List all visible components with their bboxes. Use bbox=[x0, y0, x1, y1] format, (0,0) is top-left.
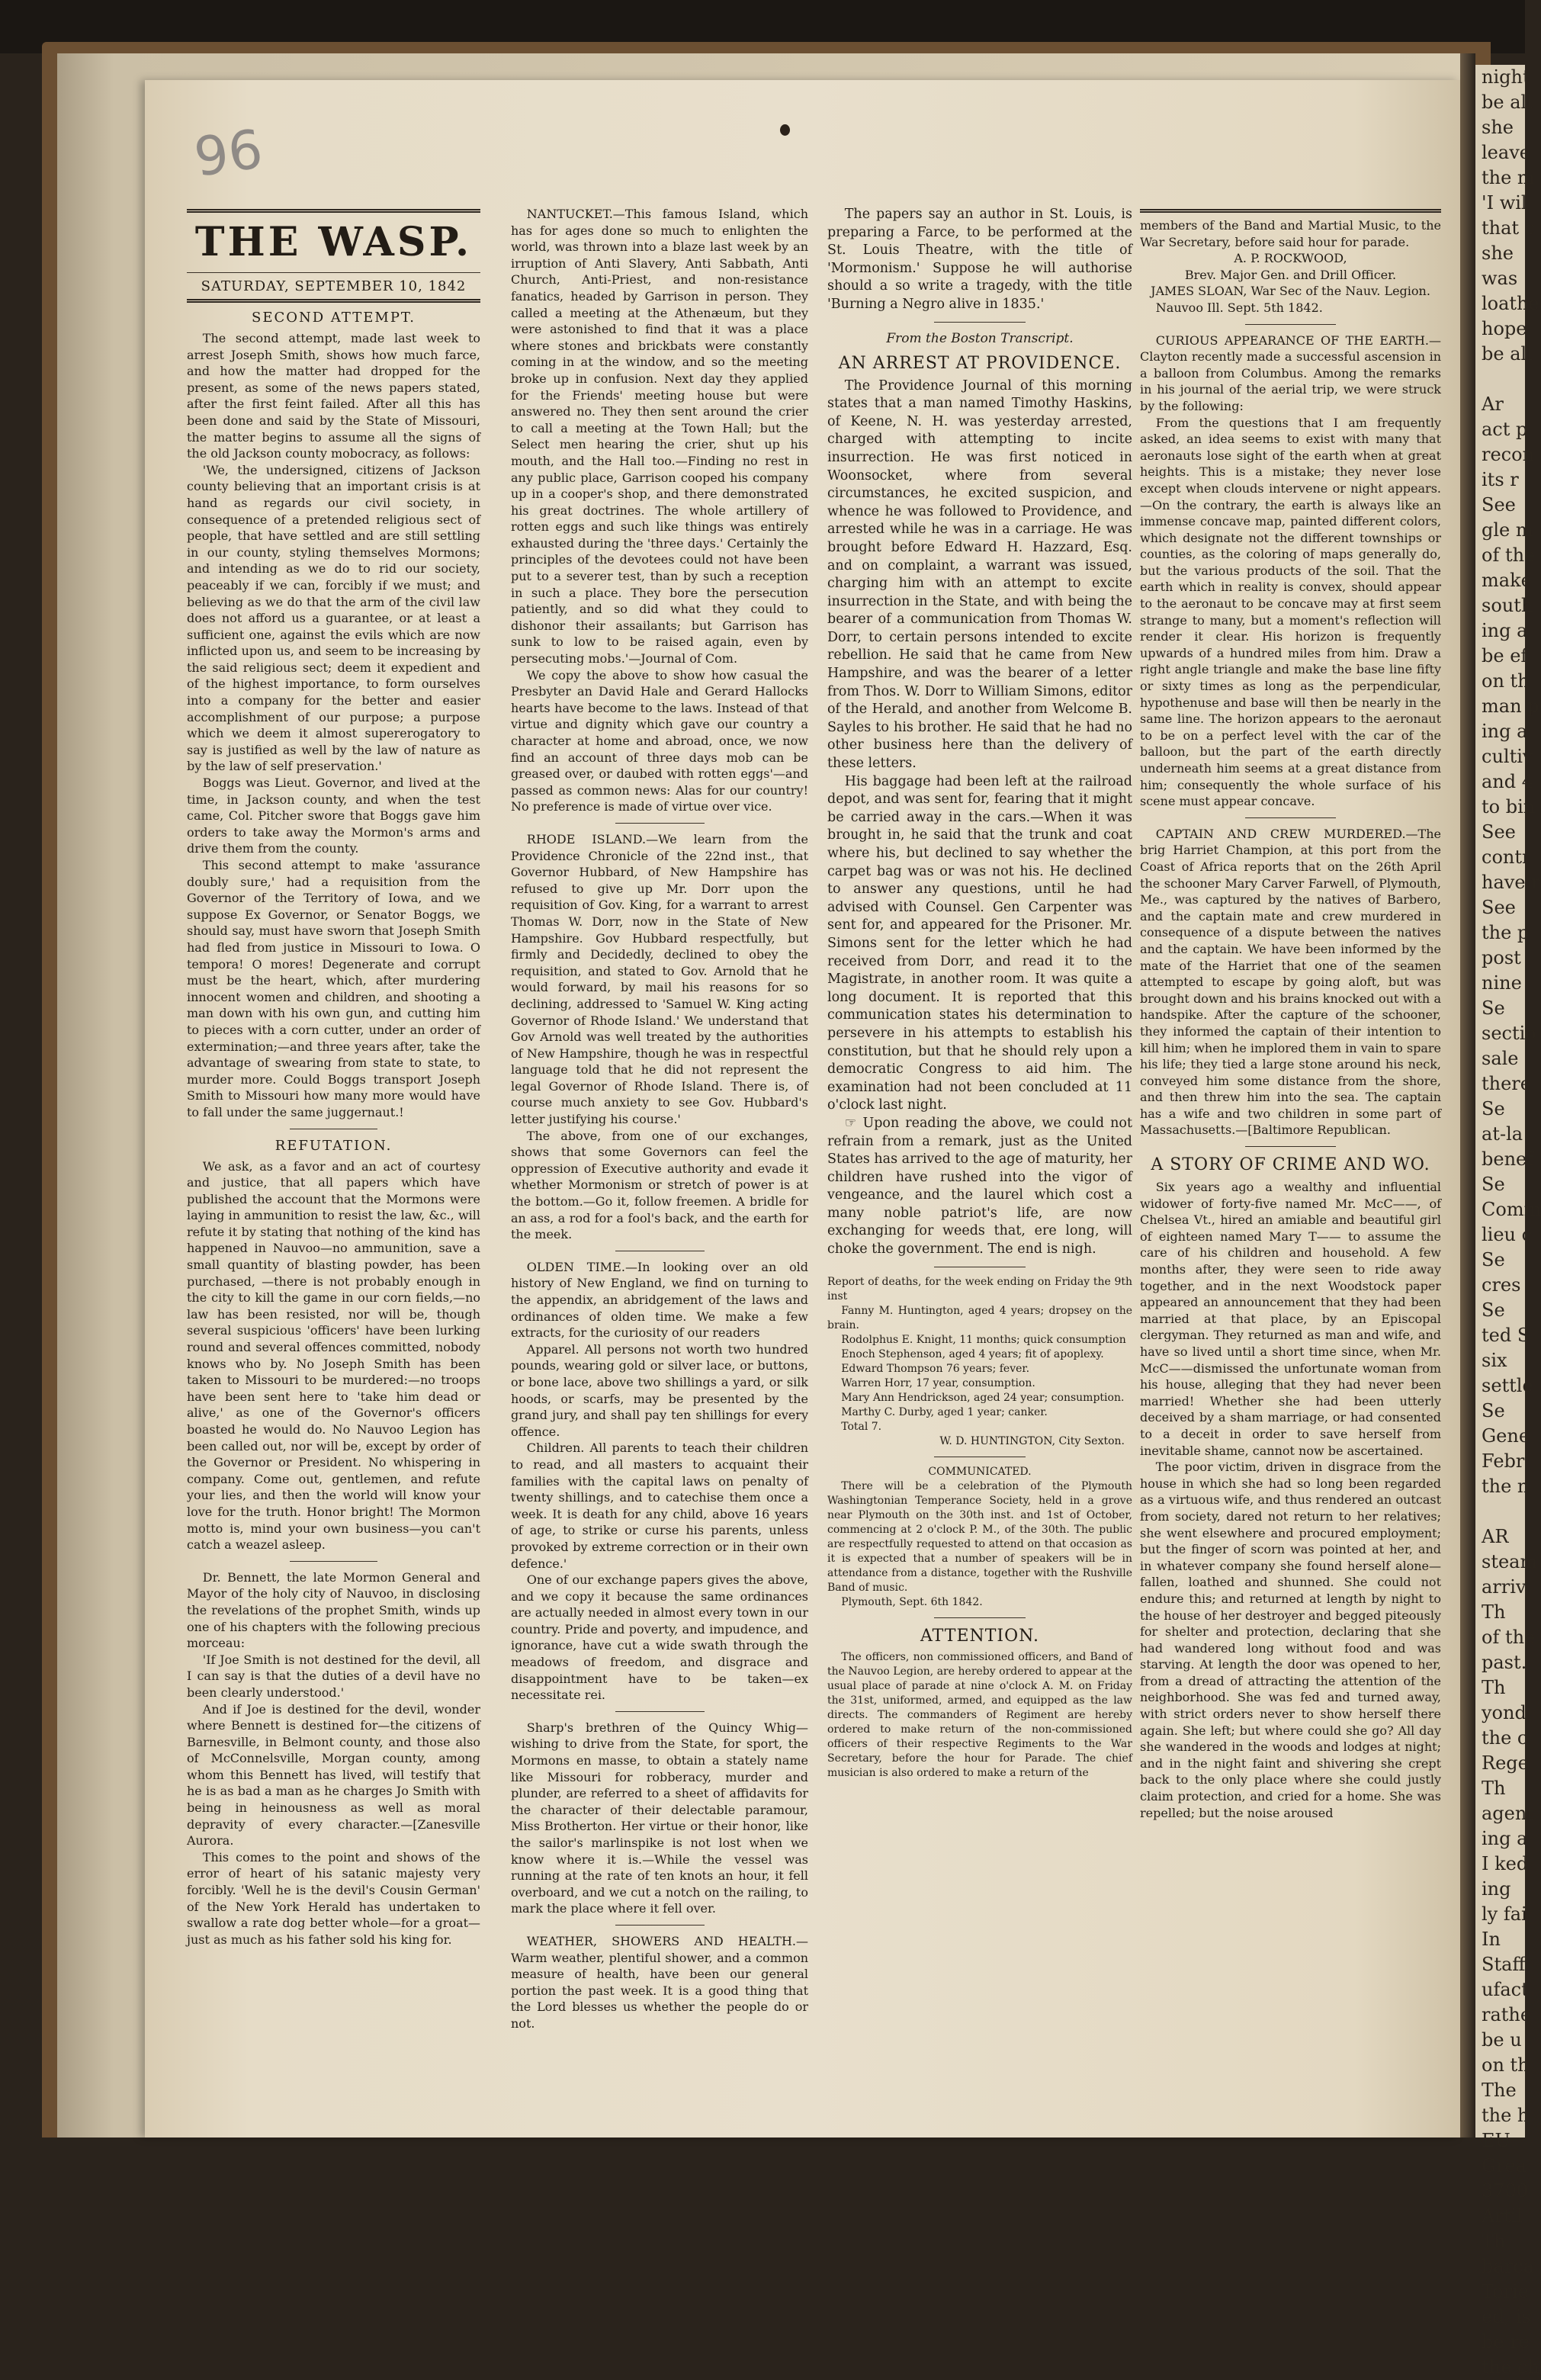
pencil-page-number: 96 bbox=[190, 117, 267, 189]
next-page-fragment: be ef bbox=[1482, 645, 1528, 666]
rhode-island-paragraph: RHODE ISLAND.—We learn from the Providence Chronicle of the 22nd inst., that Governor Hubbard, of New Hampshire has refused to give up Mr. Dorr upon the requisition of Gov. King, for a warrant to arrest Thomas W. Dorr, now in the State of New Hampshire. Gov Hubbard respectfully, but firmly and Decidedly, declined to obey the requisition, and stated to Gov. Arnold that he would forward, by mail his reasons for so declining, addressed to 'Samuel W. King acting Governor of Rhode Island.' We understand that Gov Arnold was well treated by the authorities of New Hampshire, though he was in respectful language told that he did not represent the legal Governor of Rhode Island. There is, of course much anxiety to see Gov. Hubbard's letter justifying his course.' bbox=[511, 831, 808, 1127]
next-page-fragment: In bbox=[1482, 1929, 1501, 1950]
column-2 bbox=[511, 206, 808, 2032]
next-page-fragment: Se bbox=[1482, 1299, 1505, 1321]
next-page-fragment: Comm bbox=[1482, 1199, 1541, 1220]
article-paragraph: 'If Joe Smith is not destined for the devil, all I can say is that the duties of a devil have no been clearly understood.' bbox=[187, 1652, 480, 1700]
weather-paragraph: WEATHER, SHOWERS AND HEALTH.—Warm weather, plentiful shower, and a common measure of health, have been our general portion the past week. It is a good thing that the Lord blesses us whether the people do or not. bbox=[511, 1933, 808, 2031]
section-divider bbox=[934, 1617, 1026, 1618]
article-paragraph: 'We, the undersigned, citizens of Jackson county believing that an important crisis is at hand as regards our civil society, in consequence of a pretended religious sect of people, that have settled and are still settling in our county, styling themselves Mormons; and intending as we do to rid our society, peaceably if we can, forcibly if we must; and believing as we do that the arm of the civil law does not afford us a guarantee, or at least a sufficient one, against the evils which are now inflicted upon us, and seem to be increasing by the said religious sect; deem it expedient and of the highest importance, to form ourselves into a company for the better and easier accomplishment of our purpose; a purpose which we deem it almost supererogatory to say is justified as well by the law of nature as by the law of self preservation.' bbox=[187, 462, 480, 774]
next-page-fragment: the c bbox=[1482, 1727, 1528, 1749]
next-page-fragment: EU bbox=[1482, 2130, 1511, 2151]
next-page-fragment: act p bbox=[1482, 419, 1528, 440]
next-page-fragment: six bbox=[1482, 1350, 1507, 1371]
column-1 bbox=[187, 206, 480, 1948]
section-divider bbox=[290, 1561, 378, 1562]
article-paragraph: The second attempt, made last week to arrest Joseph Smith, shows how much farce, and how the matter had dropped for the present, as some of the news papers stated, after the first feint failed. After all this has been done and said by the State of Missouri, the matter begins to assume all the signs of the old Jackson county mobocracy, as follows: bbox=[187, 331, 480, 461]
next-page-fragment: ing a bbox=[1482, 1828, 1528, 1849]
next-page-fragment: recon bbox=[1482, 444, 1535, 465]
next-page-fragment: Febr bbox=[1482, 1450, 1525, 1472]
next-page-fragment: have r bbox=[1482, 872, 1540, 893]
next-page-fragment: post bbox=[1482, 947, 1521, 968]
attention-continuation: members of the Band and Martial Music, to the War Secretary, before said hour for parade. bbox=[1140, 218, 1441, 249]
death-entry: Mary Ann Hendrickson, aged 24 year; consumption. bbox=[841, 1391, 1125, 1404]
article-paragraph: We ask, as a favor and an act of courtesy and justice, that all papers which have published the account that the Mormons were laying in ammunition to resist the law, &c., will refute it by stating that nothing of the kind has happened in Nauvoo—no ammunition, save a small quantity of blasting powder, has been purchased, —there is not probably enough in the city to kill the game in our corn fields,—no law has been resisted, nor will be, though several suspicious 'officers' have been lurking round and several offences committed, nobody knows who by. No Joseph Smith has been taken to Missouri to be murdered:—no troops have been sent here to 'take him dead or alive,' as one of the Governor's officers boasted he would do. No Nauvoo Legion has been called out, nor will be, except by order of the Governor or President. No whispering in company. Come out, gentlemen, and refute your lies, and then the world will know your love for the truth. Honor bright! The Mormon motto is, mind your own business—you can't catch a weazel asleep. bbox=[187, 1158, 480, 1553]
curious-paragraph: CURIOUS APPEARANCE OF THE EARTH.—Clayton recently made a successful ascension in a balloon from Columbus. Among the remarks in his journal of the aerial trip, we were struck by the following: bbox=[1140, 332, 1441, 413]
next-page-fragment: See bbox=[1482, 897, 1516, 918]
next-page-fragment: rathe bbox=[1482, 2004, 1532, 2025]
next-page-fragment: ing bbox=[1482, 1878, 1511, 1900]
section-divider bbox=[934, 322, 1026, 323]
next-page-fragment: be all bbox=[1482, 343, 1533, 365]
next-page-fragment: Grea bbox=[1482, 2155, 1527, 2176]
next-page-fragment: ed, is bbox=[1482, 2306, 1531, 2327]
presbyter-paragraph: We copy the above to show how casual the Presbyter an David Hale and Gerard Hallocks hearts have become to the laws. Instead of that virtue and dignity which gave our country a character at home and abroad, once, we now find an account of three days mob can be greased over, or daubed with rotten eggs'—and passed as common news: Alas for our country! No preference is made of virtue over vice. bbox=[511, 667, 808, 814]
masthead-rule-top bbox=[187, 209, 480, 213]
masthead-rule bbox=[187, 272, 480, 273]
death-entry: Warren Horr, 17 year, consumption. bbox=[841, 1376, 1035, 1389]
article-paragraph: The Providence Journal of this morning states that a man named Timothy Haskins, of Keene, N. H. was yesterday arrested, charged with attempting to incite insurrection. He was first noticed in Woonsocket, where from several circumstances, he excited suspicion, and whence he was followed to Providence, and arrested while he was in a carriage. He was brought before Edward H. Hazzard, Esq. and on complaint, a warrant was issued, charging him with an attempt to excite insurrection in the State, and with being the bearer of a communication from Thomas W. Dorr, to certain persons intended to excite rebellion. He said that he came from New Hampshire, and was the bearer of a letter from Thos. W. Dorr to William Simons, editor of the Herald, and another from Welcome B. Sayles to his brother. He said that he had no other business here than the delivery of these letters. bbox=[827, 377, 1132, 772]
exchange-paragraph: One of our exchange papers gives the above, and we copy it because the same ordinances are actually needed in almost every town in our country. Pride and poverty, and impudence, and ignorance, have cut a wide swath through the meadows of freedom, and disgrace and disappointment have to be taken—ex necessitate rei. bbox=[511, 1572, 808, 1703]
attention-paragraph: The officers, non commissioned officers, and Band of the Nauvoo Legion, are hereby ordered to appear at the usual place of parade at nine o'clock A. M. on Friday the 31st, uniformed, armed, and equipped as the law directs. The commanders of Regiment are hereby ordered to make return of the non-commissioned officers of their respective Regiments to the War Secretary, before the hour for Parade. The chief musician is also ordered to make a return of the bbox=[827, 1650, 1132, 1779]
next-page-fragment: man p bbox=[1482, 695, 1539, 717]
next-page-fragment: yond bbox=[1482, 1702, 1527, 1723]
next-page-fragment: Artil bbox=[1482, 2205, 1523, 2227]
next-page-fragment bbox=[1475, 1499, 1525, 1524]
next-page-fragment: Ar bbox=[1482, 393, 1504, 415]
next-page-fragment: Th bbox=[1482, 2231, 1506, 2252]
next-page-fragment: contr bbox=[1482, 846, 1531, 868]
next-page-fragment: ly fai bbox=[1482, 1903, 1527, 1925]
death-entry: Marthy C. Durby, aged 1 year; canker. bbox=[841, 1405, 1048, 1418]
next-page-fragment: be re bbox=[1482, 2331, 1530, 2353]
next-page-fragment: make bbox=[1482, 570, 1532, 591]
next-page-fragment: past. bbox=[1482, 1652, 1527, 1673]
next-page-fragment: Se bbox=[1482, 1174, 1505, 1195]
next-page-fragment: gle m bbox=[1482, 519, 1533, 541]
next-page-fragment: at-la bbox=[1482, 1123, 1523, 1145]
death-entry: Enoch Stephenson, aged 4 years; fit of apoplexy. bbox=[841, 1347, 1104, 1360]
section-divider bbox=[615, 823, 705, 824]
next-page-fragment: cres bbox=[1482, 1274, 1521, 1296]
next-page-fragment: ufact bbox=[1482, 1979, 1529, 2000]
next-page-fragment: and 4 bbox=[1482, 771, 1534, 792]
next-page-fragment: leave bbox=[1482, 142, 1530, 163]
sharp-paragraph: Sharp's brethren of the Quincy Whig—wishing to drive from the State, for sport, the Mormons en masse, to obtain a stately name like Missouri for robberacy, murder and plunder, are referred to a sheet of affidavits for the character of their delectable paramour, Miss Brotherton. Her virtue or their honor, like the sailor's marlinspike is not lost when we know where it is.—While the vessel was running at the rate of ten knots an hour, it fell overboard, and we cut a notch on the railing, to mark the place where it fell over. bbox=[511, 1720, 808, 1916]
death-entry: Total 7. bbox=[841, 1420, 882, 1433]
next-page-fragment: Torie bbox=[1482, 2281, 1529, 2302]
next-page-fragment: of the bbox=[1482, 1627, 1536, 1648]
next-page-fragment: the ch bbox=[1482, 2356, 1539, 2378]
next-page-fragment: I ked bbox=[1482, 1853, 1529, 1874]
next-page-fragment: 'I wil bbox=[1482, 192, 1527, 214]
next-page-fragment: ing a bbox=[1482, 620, 1528, 641]
death-entry: Fanny M. Huntington, aged 4 years; dropsey on the brain. bbox=[827, 1304, 1132, 1331]
next-page-fragment: arriv bbox=[1482, 1576, 1527, 1598]
next-page-fragment: sectio bbox=[1482, 1023, 1536, 1044]
next-page-fragment: its r bbox=[1482, 469, 1519, 490]
article-paragraph: Six years ago a wealthy and influential widower of forty-five named Mr. McC——, of Chelsea Vt., hired an amiable and beautiful girl of eighteen named Mary T—— to assume the care of his children and household. A few months after, they were seen to ride away together, and in the next Woodstock paper appeared an announcement that they had been married at that place, by an Episcopal clergyman. They returned as man and wife, and have so lived until a short time since, when Mr. McC——dismissed the unfortunate woman from his house, alleging that they had never been married! Whether she had been utterly deceived by a sham marriage, or had consented to a deceit in order to save herself from inevitable shame, cannot now be ascertained. bbox=[1140, 1180, 1441, 1458]
next-page-fragment: steam bbox=[1482, 1551, 1538, 1572]
next-page-fragment: the h bbox=[1482, 2105, 1530, 2126]
plymouth-date: Plymouth, Sept. 6th 1842. bbox=[841, 1595, 983, 1608]
next-page-fragment: agent bbox=[1482, 1803, 1534, 1824]
next-page-fragment: of the bbox=[1482, 544, 1536, 566]
article-paragraph: His baggage had been left at the railroad depot, and was sent for, fearing that it might be carried away in the cars.—When it was brought in, he said that the trunk and coat where his, but declined to say whether the carpet bag was or was not his. He declined to answer any questions, until he had advised with Counsel. Gen Carpenter was sent for, and appeared for the Prisoner. Mr. Simons sent for the letter which he had received from Dorr, and read it to the Magistrate, in another room. It was quite a long document. It is reported that this communication states his determination to persevere in his attempts to establish his constitution, but that he should rely upon a democratic Congress to aid him. The examination had not been concluded at 11 o'clock last night. bbox=[827, 773, 1132, 1113]
next-page-edge bbox=[1475, 65, 1541, 2378]
rockwood-signature: A. P. ROCKWOOD, bbox=[1234, 251, 1347, 266]
next-page-fragment: settle bbox=[1482, 1375, 1533, 1396]
next-page-fragment: there bbox=[1482, 1073, 1531, 1094]
next-page-fragment bbox=[1475, 367, 1525, 392]
story-heading: A STORY OF CRIME AND WO. bbox=[1151, 1155, 1430, 1175]
masthead-dateline: SATURDAY, SEPTEMBER 10, 1842 bbox=[201, 278, 467, 294]
sloan-signature: JAMES SLOAN, War Sec of the Nauv. Legion. bbox=[1151, 284, 1430, 299]
next-page-fragment: AR bbox=[1482, 1526, 1509, 1547]
next-page-fragment: sale bbox=[1482, 1048, 1519, 1069]
olden-time-paragraph: OLDEN TIME.—In looking over an old history of New England, we find on turning to the appendix, an abridgement of the laws and ordinances of olden time. We make a few extracts, for the curiosity of our readers bbox=[511, 1259, 808, 1341]
next-page-fragment: 3700 bbox=[1482, 2180, 1529, 2202]
second-attempt-heading: SECOND ATTEMPT. bbox=[251, 310, 416, 326]
apparel-paragraph: Apparel. All persons not worth two hundred pounds, wearing gold or silver lace, or buttons, or bone lace, above two shillings a yard, or silk hoods, or scarfs, may be presented by the grand jury, and shall pay ten shillings for every offence. bbox=[511, 1341, 808, 1439]
next-page-fragment: ing a bbox=[1482, 721, 1528, 742]
curious-paragraph-2: From the questions that I am frequently asked, an idea seems to exist with many that aeronauts lose sight of the earth when at great heights. This is a mistake; they never lose except when clouds intervene or night appears.—On the contrary, the earth is always like an immense concave map, painted different colors, which designate not the different townships or counties, as the coloring of maps generally do, but the various products of the soil. That the earth which in reality is convex, should appear to the aeronaut to be concave may at first seem strange to many, but a moment's reflection will render it clear. His horizon is frequently upwards of a hundred miles from him. Draw a right angle triangle and make the base line fifty or sixty times as long as the perpendicular, hypothenuse and base will then be nearly in the same line. The horizon appears to the aeronaut to be on a perfect level with the car of the balloon, but the part of the earth directly underneath him seems at a great distance from him; consequently the whole surface of his scene must appear concave. bbox=[1140, 415, 1441, 809]
next-page-fragment: the n bbox=[1482, 1476, 1530, 1497]
article-paragraph: Boggs was Lieut. Governor, and lived at the time, in Jackson county, and when the test came, Col. Pitcher swore that Boggs gave him orders to take away the Mormon's arms and drive them from the county. bbox=[187, 776, 480, 856]
next-page-fragment: hope bbox=[1482, 318, 1527, 339]
next-page-fragment: was bbox=[1482, 268, 1518, 289]
next-page-fragment: Th bbox=[1482, 1677, 1506, 1698]
next-page-fragment: lieu c bbox=[1482, 1224, 1533, 1245]
next-page-fragment: ted S bbox=[1482, 1325, 1530, 1346]
next-page-fragment: on th bbox=[1482, 670, 1530, 692]
deaths-heading: Report of deaths, for the week ending on Friday the 9th inst bbox=[827, 1275, 1132, 1302]
arrest-heading: AN ARREST AT PROVIDENCE. bbox=[838, 353, 1122, 373]
book-gutter bbox=[1460, 53, 1475, 2138]
next-page-fragment: Gene bbox=[1482, 1425, 1530, 1447]
next-page-fragment: Th bbox=[1482, 1778, 1506, 1799]
next-page-fragment: cultiv bbox=[1482, 746, 1533, 767]
next-page-fragment: on th bbox=[1482, 2054, 1530, 2076]
next-page-fragment: that c bbox=[1482, 217, 1536, 239]
next-page-fragment: Se bbox=[1482, 1098, 1505, 1119]
column-3 bbox=[827, 206, 1132, 1781]
next-page-fragment: the m bbox=[1482, 167, 1535, 188]
next-page-fragment: Th bbox=[1482, 1601, 1506, 1623]
next-page-fragment: Se bbox=[1482, 997, 1505, 1019]
next-page-fragment: to bin bbox=[1482, 796, 1536, 817]
section-divider bbox=[615, 1711, 705, 1712]
next-page-fragment: night bbox=[1482, 66, 1530, 88]
section-divider bbox=[1245, 1146, 1336, 1147]
death-entry: Edward Thompson 76 years; fever. bbox=[841, 1362, 1030, 1375]
dateline-rule bbox=[187, 299, 480, 303]
section-divider bbox=[1245, 817, 1336, 818]
transcript-source: From the Boston Transcript. bbox=[886, 330, 1074, 346]
article-paragraph: The poor victim, driven in disgrace from the house in which she had so long been regarded as a virtuous wife, and thus rendered an outcast from society, dared not return to her relatives; she went elsewhere and procured employment; but the finger of scorn was pointed at her, and in whatever company she found herself alone—fallen, loathed and shunned. She could not endure this; and returned at length by night to the house of her destroyer and begged piteously for shelter and protection, declaring that she had wandered long without food and was starving. At length the door was opened to her, from a dread of attracting the attention of the neighborhood. She was fed and turned away, with strict orders never to show herself there again. She left; but where could she go? All day she wandered in the woods and lodges at night; and in the night faint and shivering she crept back to the only place where she could justly claim protection, and cried for a home. She was repelled; but the noise aroused bbox=[1140, 1460, 1441, 1820]
next-page-fragment: she bbox=[1482, 117, 1514, 138]
next-page-fragment: the p bbox=[1482, 922, 1530, 943]
next-page-fragment: Rege bbox=[1482, 1752, 1529, 1774]
next-page-fragment: Se bbox=[1482, 1249, 1505, 1270]
captain-paragraph: CAPTAIN AND CREW MURDERED.—The brig Harriet Champion, at this port from the Coast of Africa reports that on the 26th April the schooner Mary Carver Farwell, of Plymouth, Me., was captured by the natives of Barbero, and the captain mate and crew murdered in consequence of a dispute between the natives and the captain. We have been informed by the mate of the Harriet that one of the seamen attempted to escape by going aloft, but was brought down and his brains knocked out with a handspike. After the capture of the schooner, they informed the captain of their intention to kill him; when he implored them in vain to spare his life; they tied a large stone around his neck, conveyed him some distance from the shore, and then threw him into the sea. The captain has a wife and two children in some part of Massachusetts.—[Baltimore Republican. bbox=[1140, 826, 1441, 1138]
refutation-heading: REFUTATION. bbox=[274, 1137, 393, 1154]
deaths-report bbox=[827, 1275, 1132, 1449]
section-divider bbox=[615, 1925, 705, 1926]
binding-hole bbox=[780, 124, 790, 136]
next-page-fragment: See bbox=[1482, 494, 1516, 516]
next-page-fragment: be all bbox=[1482, 92, 1533, 113]
next-page-fragment: she bbox=[1482, 242, 1514, 264]
column-rule-top bbox=[1140, 209, 1441, 213]
next-page-fragment: be u bbox=[1482, 2029, 1522, 2051]
article-paragraph: And if Joe is destined for the devil, wonder where Bennett is destined for—the citizens of Barnesville, in Belmont county, and those also of McConnelsville, Morgan county, among whom this Bennett has lived, will testify that he is as bad a man as he charges Jo Smith with being in heinousness as well as moral depravity of every character.—[Zanesville Aurora. bbox=[187, 1701, 480, 1848]
communicated-label: COMMUNICATED. bbox=[928, 1465, 1032, 1478]
children-paragraph: Children. All parents to teach their children to read, and all masters to acquaint their families with the capital laws on penalty of twenty shillings, and to catechise them once a week. It is death for any child, above 16 years of age, to strike or curse his parents, unless provoked by extreme correction or in their own defence.' bbox=[511, 1441, 808, 1571]
celebration-paragraph: There will be a celebration of the Plymouth Washingtonian Temperance Society, held in a grove near Plymouth on the 30th inst. and 1st of October, commencing at 2 o'clock P. M., of the 30th. The public are respectfully requested to attend on that occasion as it is expected that a number of speakers will be in attendance from a distance, together with the Rushville Band of music. bbox=[827, 1479, 1132, 1594]
masthead-title: THE WASP. bbox=[194, 219, 473, 265]
nantucket-paragraph: NANTUCKET.—This famous Island, which has for ages done so much to enlighten the world, was thrown into a blaze last week by an irruption of Anti Slavery, Anti Sabbath, Anti Church, Anti-Priest, and non-resistance fanatics, headed by Garrison in person. They called a meeting at the Athenæum, but they were astonished to find that it was a place where stones and brickbats were constantly coming in at the window, and so the meeting broke up in confusion. Next day they applied for the Friends' meeting house but were answered no. They then sent around the crier to call a meeting at the Town Hall; but the Select men hearing the crier, shut up his mouth, and the Hall too.—Finding no rest in any public place, Garrison cooped his company up in a cooper's shop, and there demonstrated his great doctrines. The whole artillery of rotten eggs and such like things was entirely exhausted during the 'three days.' Certainly the principles of the devotees could not have been put to a severer test, than by such a reception in such a place. They bore the persecution patiently, and so did what they could to dishonor their assailants; but Garrison has sunk to low to be raised again, even by persecuting mobs.'—Journal of Com. bbox=[511, 207, 808, 666]
next-page-fragment: Staff bbox=[1482, 1954, 1526, 1975]
next-page-fragment: Se bbox=[1482, 1400, 1505, 1421]
next-page-fragment: nine bbox=[1482, 972, 1522, 994]
nauvoo-date: Nauvoo Ill. Sept. 5th 1842. bbox=[1155, 300, 1323, 315]
death-entry: Rodolphus E. Knight, 11 months; quick consumption bbox=[841, 1333, 1126, 1346]
attention-heading: ATTENTION. bbox=[920, 1626, 1039, 1646]
next-page-fragment: barca bbox=[1482, 2256, 1534, 2277]
rhode-island-comment: The above, from one of our exchanges, shows that some Governors can feel the oppression of Executive authority and evade it whether Mormonism or stretch of power is at the bottom.—Go it, follow freemen. A bridle for an ass, a rod for a fool's back, and the earth for the meek. bbox=[511, 1128, 808, 1242]
article-paragraph: ☞ Upon reading the above, we could not refrain from a remark, just as the United States has arrived to the age of maturity, her children have rushed into the vigor of vengeance, and the laurel which cost a many noble patriot's life, are now exchanging for weeds that, ere long, will choke the government. The end is nigh. bbox=[827, 1115, 1132, 1257]
next-page-fragment: The bbox=[1482, 2080, 1517, 2101]
sexton-signature: W. D. HUNTINGTON, City Sexton. bbox=[939, 1434, 1125, 1447]
next-page-fragment: loathe bbox=[1482, 293, 1539, 314]
article-paragraph: This second attempt to make 'assurance doubly sure,' had a requisition from the Governor of the Territory of Iowa, and we suppose Ex Governor, or Senator Boggs, we should say, must have sworn that Joseph Smith had fled from justice in Missouri to Iowa. O tempora! O mores! Degenerate and corrupt must be the heart, which, after murdering innocent women and children, and shooting a man down with his own gun, and cutting him to pieces with a corn cutter, under an order of extermination;—and three years after, take the advantage of swearing from state to state, to murder more. Could Boggs transport Joseph Smith to Missouri how many more would have to fall under the same juggernaut.! bbox=[187, 858, 480, 1119]
rockwood-title: Brev. Major Gen. and Drill Officer. bbox=[1184, 267, 1397, 282]
column-4 bbox=[1140, 206, 1441, 1821]
article-paragraph: This comes to the point and shows of the error of heart of his satanic majesty very forcibly. 'Well he is the devil's Cousin German' of the New York Herald has undertaken to swallow a rate dog better whole—for a groat—just as much as his father sold his king for. bbox=[187, 1849, 480, 1947]
article-paragraph: Dr. Bennett, the late Mormon General and Mayor of the holy city of Nauvoo, in disclosing the revelations of the prophet Smith, winds up one of his chapters with the following precious morceau: bbox=[187, 1569, 480, 1651]
next-page-fragment: See bbox=[1482, 821, 1516, 843]
next-page-fragment: benef bbox=[1482, 1148, 1534, 1170]
papers-say-paragraph: The papers say an author in St. Louis, is preparing a Farce, to be performed at the St. Louis Theatre, with the title of 'Mormonism.' Suppose he will authorise should a so write a tragedy, with the title 'Burning a Negro alive in 1835.' bbox=[827, 207, 1132, 312]
next-page-fragment: south bbox=[1482, 595, 1533, 616]
section-divider bbox=[1245, 324, 1336, 325]
